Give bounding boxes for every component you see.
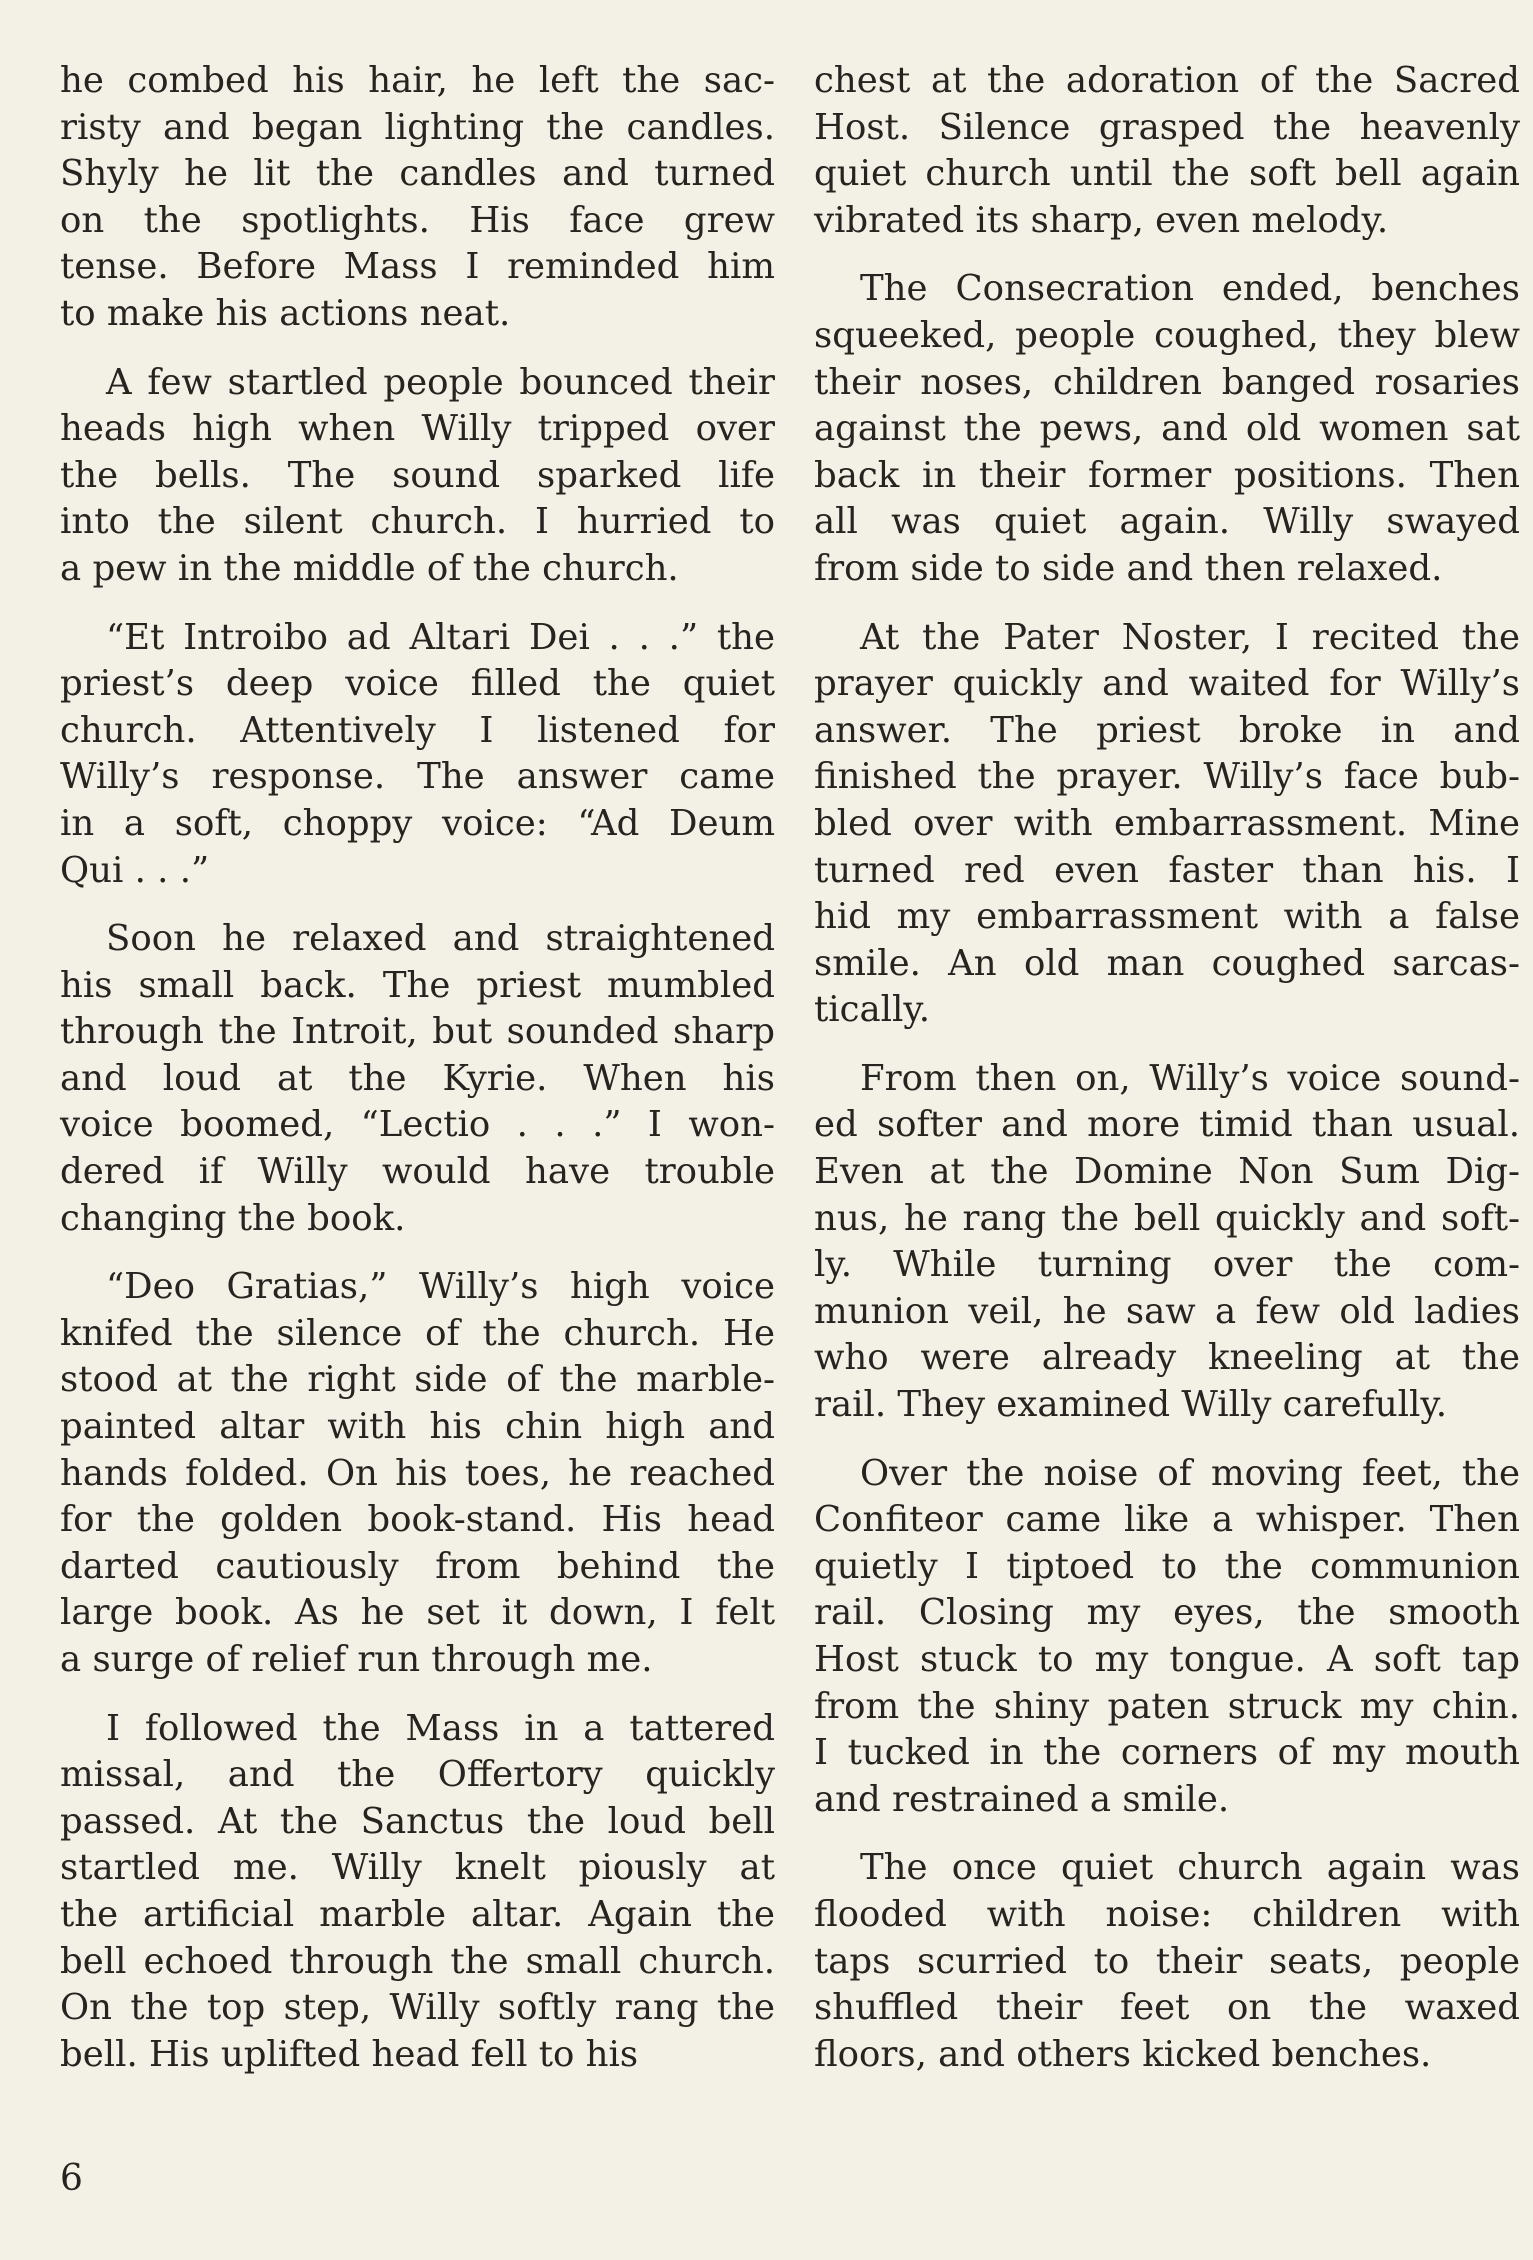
text-line: a pew in the middle of the church. (60, 547, 679, 589)
text-line: startled me. Willy knelt piously at (60, 1847, 775, 1889)
text-line: Over the noise of moving feet, the (860, 1452, 1520, 1494)
text-line: risty and began lighting the candles. (60, 106, 775, 148)
text-line: bled over with embarrassment. Mine (814, 802, 1520, 844)
text-line: their noses, children banged rosaries (814, 361, 1520, 403)
text-line: I tucked in the corners of my mouth (814, 1732, 1520, 1774)
text-line: his small back. The priest mumbled (60, 964, 775, 1006)
text-line: all was quiet again. Willy swayed (814, 501, 1520, 543)
text-line: missal, and the Offertory quickly (60, 1754, 775, 1796)
text-line: flooded with noise: children with (814, 1893, 1520, 1935)
paragraph (60, 916, 775, 1242)
text-line: chest at the adoration of the Sacred (814, 60, 1520, 101)
text-line: painted altar with his chin high and (60, 1406, 775, 1448)
paragraph (814, 615, 1520, 1034)
text-line: darted cautiously from behind the (60, 1545, 775, 1587)
text-line: the artificial marble altar. Again the (60, 1893, 775, 1935)
text-line: who were already kneeling at the (814, 1337, 1520, 1379)
text-line: vibrated its sharp, even melody. (814, 199, 1389, 241)
text-line: large book. As he set it down, I felt (60, 1592, 775, 1634)
text-line: Shyly he lit the candles and turned (60, 153, 775, 195)
text-line: rail. They examined Willy carefully. (814, 1384, 1448, 1426)
text-line: Even at the Domine Non Sum Dig- (814, 1151, 1520, 1193)
text-line: Confiteor came like a whisper. Then (814, 1499, 1520, 1541)
paragraph (814, 1056, 1520, 1429)
left-text-column (60, 58, 775, 2100)
paragraph (814, 1845, 1520, 2078)
text-line: against the pews, and old women sat (814, 408, 1520, 450)
text-line: the bells. The sound sparked life (60, 454, 775, 496)
text-line: The Consecration ended, benches (860, 268, 1520, 310)
text-line: answer. The priest broke in and (814, 709, 1520, 751)
text-line: passed. At the Sanctus the loud bell (60, 1800, 775, 1842)
text-line: At the Pater Noster, I recited the (860, 616, 1520, 658)
text-line: quietly I tiptoed to the communion (814, 1545, 1520, 1587)
text-line: from the shiny paten struck my chin. (814, 1685, 1520, 1727)
text-line: in a soft, choppy voice: “Ad Deum (60, 802, 775, 844)
text-line: heads high when Willy tripped over (60, 408, 775, 450)
text-line: Host stuck to my tongue. A soft tap (814, 1639, 1520, 1680)
paragraph (60, 1264, 775, 1683)
text-line: tense. Before Mass I reminded him (60, 246, 775, 288)
text-line: Qui . . .” (60, 849, 210, 891)
paragraph (814, 58, 1520, 244)
text-line: knifed the silence of the church. He (60, 1312, 775, 1354)
text-line: and loud at the Kyrie. When his (60, 1057, 775, 1099)
text-line: rail. Closing my eyes, the smooth (814, 1592, 1520, 1634)
page-number: 6 (60, 2158, 83, 2199)
text-line: hid my embarrassment with a false (814, 896, 1520, 938)
text-line: nus, he rang the bell quickly and soft- (814, 1197, 1520, 1239)
text-line: taps scurried to their seats, people (814, 1940, 1520, 1982)
text-line: a surge of relief run through me. (60, 1639, 653, 1680)
text-line: Host. Silence grasped the heavenly (814, 106, 1520, 148)
text-line: hands folded. On his toes, he reached (60, 1452, 775, 1494)
text-line: on the spotlights. His face grew (60, 199, 775, 241)
text-line: “Deo Gratias,” Willy’s high voice (106, 1266, 775, 1308)
text-line: ed softer and more timid than usual. (814, 1104, 1520, 1146)
paragraph (60, 1706, 775, 2079)
text-line: From then on, Willy’s voice sound- (860, 1057, 1520, 1099)
paragraph (814, 1451, 1520, 1824)
text-line: munion veil, he saw a few old ladies (814, 1290, 1520, 1332)
text-line: “Et Introibo ad Altari Dei . . .” the (106, 616, 775, 658)
text-line: Willy’s response. The answer came (60, 756, 775, 798)
text-line: squeeked, people coughed, they blew (814, 314, 1520, 356)
text-line: ly. While turning over the com- (814, 1244, 1520, 1286)
text-line: tically. (814, 989, 930, 1031)
text-line: priest’s deep voice filled the quiet (60, 663, 775, 705)
text-line: The once quiet church again was (860, 1847, 1520, 1889)
text-line: changing the book. (60, 1197, 406, 1239)
text-line: and restrained a smile. (814, 1778, 1230, 1820)
right-text-column (814, 58, 1520, 2100)
text-line: church. Attentively I listened for (60, 709, 775, 751)
text-line: stood at the right side of the marble- (60, 1359, 775, 1401)
paragraph (60, 360, 775, 593)
text-line: Soon he relaxed and straightened (106, 918, 775, 960)
text-line: back in their former positions. Then (814, 454, 1520, 496)
text-line: A few startled people bounced their (106, 361, 775, 403)
text-line: into the silent church. I hurried to (60, 501, 775, 543)
text-line: from side to side and then relaxed. (814, 547, 1443, 589)
text-line: dered if Willy would have trouble (60, 1151, 775, 1193)
text-line: finished the prayer. Willy’s face bub- (814, 756, 1520, 798)
text-line: smile. An old man coughed sarcas- (814, 942, 1520, 984)
text-line: for the golden book-stand. His head (60, 1499, 775, 1541)
text-line: On the top step, Willy softly rang the (60, 1987, 775, 2029)
paragraph (814, 266, 1520, 592)
text-line: shuffled their feet on the waxed (814, 1987, 1520, 2029)
text-line: floors, and others kicked benches. (814, 2033, 1432, 2075)
text-line: through the Introit, but sounded sharp (60, 1011, 775, 1053)
paragraph (60, 58, 775, 338)
text-line: voice boomed, “Lectio . . .” I won- (60, 1104, 775, 1146)
paragraph (60, 615, 775, 895)
text-line: he combed his hair, he left the sac- (60, 60, 775, 101)
text-line: quiet church until the soft bell again (814, 153, 1520, 195)
text-line: I followed the Mass in a tattered (106, 1707, 775, 1749)
text-line: prayer quickly and waited for Willy’s (814, 663, 1520, 705)
text-line: bell. His uplifted head fell to his (60, 2033, 639, 2075)
text-line: to make his actions neat. (60, 292, 511, 334)
text-line: turned red even faster than his. I (814, 849, 1520, 891)
text-line: bell echoed through the small church. (60, 1940, 775, 1982)
